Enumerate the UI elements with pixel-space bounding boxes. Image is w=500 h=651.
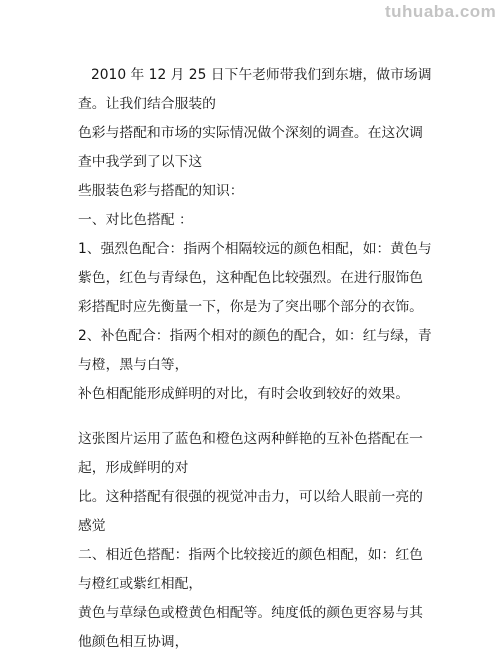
- paragraph-line: 比。这种搭配有很强的视觉冲击力，可以给人眼前一亮的: [78, 489, 423, 505]
- paragraph-line: 补色相配能形成鲜明的对比，有时会收到较好的效果。: [78, 386, 410, 402]
- site-watermark: tuhuaba.com: [385, 2, 497, 21]
- paragraph-line: 查。让我们结合服装的: [78, 96, 216, 112]
- paragraph-line: 感觉: [78, 518, 106, 534]
- paragraph-line: 色彩与搭配和市场的实际情况做个深刻的调查。在这次调: [78, 125, 423, 141]
- paragraph-line: 1、强烈色配合：指两个相隔较远的颜色相配，如：黄色与: [78, 241, 432, 257]
- paragraph-line: 彩搭配时应先衡量一下，你是为了突出哪个部分的衣饰。: [78, 299, 423, 315]
- paragraph-line: 些服装色彩与搭配的知识：: [78, 183, 244, 199]
- paragraph-line: 紫色，红色与青绿色，这种配色比较强烈。在进行服饰色: [78, 270, 423, 286]
- paragraph-line: 查中我学到了以下这: [78, 154, 203, 170]
- paragraph-line: 2010 年 12 月 25 日下午老师带我们到东塘，做市场调: [91, 67, 432, 83]
- paragraph-line: 与橙红或紫红相配，: [78, 576, 203, 592]
- paragraph-line: 他颜色相互协调，: [78, 634, 189, 650]
- paragraph-line: 这张图片运用了蓝色和橙色这两种鲜艳的互补色搭配在一: [78, 431, 423, 447]
- paragraph-line: 黄色与草绿色或橙黄色相配等。纯度低的颜色更容易与其: [78, 605, 423, 621]
- section-heading-contrast-colors: 一、对比色搭配 ：: [78, 212, 193, 228]
- section-heading-similar-colors: 二、相近色搭配：指两个比较接近的颜色相配，如：红色: [78, 547, 423, 563]
- paragraph-line: 2、补色配合：指两个相对的颜色的配合，如：红与绿，青: [78, 328, 432, 344]
- paragraph-line: 起，形成鲜明的对: [78, 460, 189, 476]
- paragraph-line: 与橙，黑与白等，: [78, 357, 189, 373]
